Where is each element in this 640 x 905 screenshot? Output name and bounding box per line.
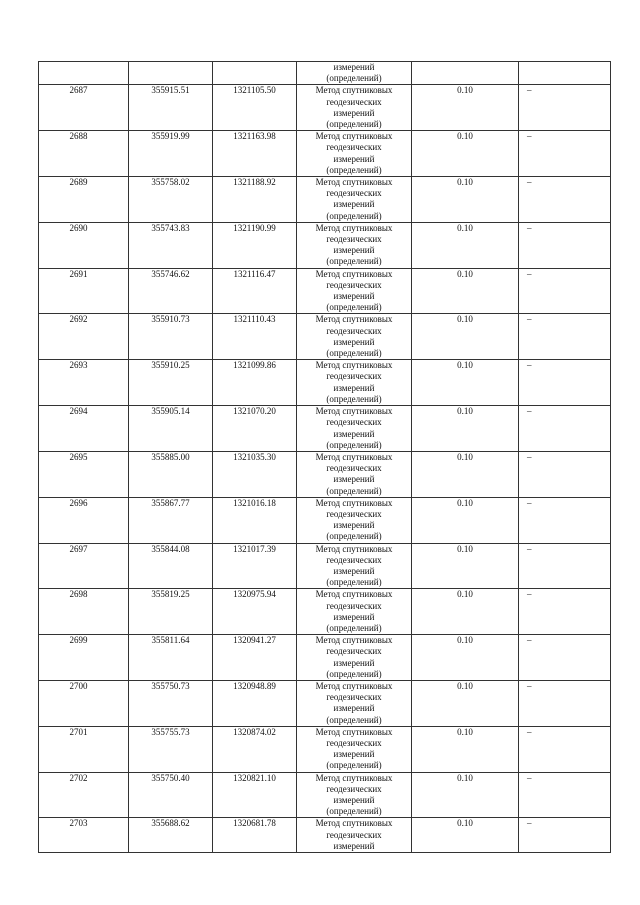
method-line: Метод спутниковых [315,314,393,325]
cell-point-number: 2698 [39,589,129,635]
cell-y: 1320821.10 [213,772,297,818]
method-line: (определений) [326,760,382,771]
method-line: Метод спутниковых [315,726,393,737]
cell-method [297,589,412,635]
method-line: (определений) [326,348,382,359]
method-line: (определений) [326,164,382,175]
cell-note: – [519,406,611,452]
method-line: (определений) [326,668,382,679]
cell-note: – [519,222,611,268]
cell-point-number: 2688 [39,131,129,177]
cell-x: 355750.40 [129,772,213,818]
method-line: геодезических [326,692,382,703]
cell-note: – [519,360,611,406]
cell-method [297,451,412,497]
method-line: геодезических [326,371,382,382]
cell-method [297,131,412,177]
method-line: (определений) [326,485,382,496]
method-line: геодезических [326,600,382,611]
method-line: измерений [333,153,375,164]
cell-point-number: 2695 [39,451,129,497]
cell-method [297,360,412,406]
table-row [39,131,611,177]
cell-method [297,62,412,85]
cell-accuracy: 0.10 [412,635,519,681]
cell-method [297,497,412,543]
cell-note: – [519,543,611,589]
cell-method [297,222,412,268]
cell-accuracy: 0.10 [412,680,519,726]
cell-point-number: 2694 [39,406,129,452]
cell-note [519,62,611,85]
cell-accuracy: 0.10 [412,85,519,131]
cell-x: 355688.62 [129,818,213,853]
method-line: измерений [333,520,375,531]
cell-accuracy [412,62,519,85]
cell-note: – [519,85,611,131]
cell-accuracy: 0.10 [412,451,519,497]
method-line: Метод спутниковых [315,680,393,691]
cell-accuracy: 0.10 [412,818,519,853]
cell-point-number: 2703 [39,818,129,853]
cell-method [297,635,412,681]
method-line: геодезических [326,829,382,840]
cell-x: 355758.02 [129,177,213,223]
method-line: измерений [333,840,375,851]
method-line: (определений) [326,531,382,542]
method-line: измерений [333,749,375,760]
method-line: Метод спутниковых [315,451,393,462]
cell-x: 355844.08 [129,543,213,589]
cell-point-number: 2696 [39,497,129,543]
method-line: измерений [333,657,375,668]
cell-y: 1320975.94 [213,589,297,635]
table-row [39,268,611,314]
method-line: (определений) [326,256,382,267]
cell-y: 1321163.98 [213,131,297,177]
cell-note: – [519,818,611,853]
method-line: геодезических [326,646,382,657]
method-line: Метод спутниковых [315,818,393,829]
cell-accuracy: 0.10 [412,268,519,314]
method-line: геодезических [326,554,382,565]
method-line: (определений) [326,806,382,817]
cell-y: 1321110.43 [213,314,297,360]
cell-point-number [39,62,129,85]
cell-note: – [519,314,611,360]
method-line: Метод спутниковых [315,85,393,96]
cell-x: 355910.73 [129,314,213,360]
cell-accuracy: 0.10 [412,131,519,177]
table-row [39,680,611,726]
table-row [39,85,611,131]
table-row [39,818,611,853]
table-row [39,726,611,772]
table-row [39,177,611,223]
cell-x: 355867.77 [129,497,213,543]
method-line: Метод спутниковых [315,635,393,646]
method-line: геодезических [326,96,382,107]
cell-y: 1321105.50 [213,85,297,131]
cell-note: – [519,451,611,497]
cell-note: – [519,131,611,177]
method-line: (определений) [326,577,382,588]
cell-y: 1321188.92 [213,177,297,223]
cell-note: – [519,635,611,681]
cell-y: 1321017.39 [213,543,297,589]
table-row [39,222,611,268]
cell-point-number: 2697 [39,543,129,589]
method-line: геодезических [326,188,382,199]
cell-accuracy: 0.10 [412,497,519,543]
table-row [39,314,611,360]
method-line: измерений [333,107,375,118]
cell-x: 355819.25 [129,589,213,635]
method-line: Метод спутниковых [315,177,393,188]
cell-x: 355746.62 [129,268,213,314]
cell-point-number: 2693 [39,360,129,406]
cell-point-number: 2691 [39,268,129,314]
method-line: Метод спутниковых [315,406,393,417]
table-row [39,360,611,406]
method-line: (определений) [326,210,382,221]
cell-y [213,62,297,85]
method-line: измерений [333,199,375,210]
cell-x: 355905.14 [129,406,213,452]
method-line: геодезических [326,417,382,428]
cell-x: 355915.51 [129,85,213,131]
cell-accuracy: 0.10 [412,177,519,223]
cell-accuracy: 0.10 [412,360,519,406]
table-row [39,635,611,681]
table-row [39,406,611,452]
cell-y: 1320874.02 [213,726,297,772]
cell-method [297,406,412,452]
cell-point-number: 2699 [39,635,129,681]
method-line: геодезических [326,279,382,290]
cell-accuracy: 0.10 [412,589,519,635]
cell-point-number: 2687 [39,85,129,131]
table-row [39,772,611,818]
cell-point-number: 2692 [39,314,129,360]
cell-point-number: 2700 [39,680,129,726]
cell-point-number: 2689 [39,177,129,223]
cell-y: 1321016.18 [213,497,297,543]
cell-note: – [519,177,611,223]
method-line: геодезических [326,508,382,519]
cell-method [297,314,412,360]
method-line: геодезических [326,142,382,153]
cell-note: – [519,772,611,818]
method-line: измерений [333,428,375,439]
cell-point-number: 2701 [39,726,129,772]
method-line: Метод спутниковых [315,268,393,279]
cell-y: 1321035.30 [213,451,297,497]
method-line: геодезических [326,234,382,245]
method-line: геодезических [326,737,382,748]
method-line: (определений) [326,393,382,404]
cell-y: 1321099.86 [213,360,297,406]
cell-x: 355743.83 [129,222,213,268]
coordinates-table [38,61,611,853]
table-row [39,497,611,543]
cell-y: 1321070.20 [213,406,297,452]
method-line: (определений) [326,73,382,84]
method-line: геодезических [326,463,382,474]
table-row [39,543,611,589]
cell-point-number: 2690 [39,222,129,268]
method-line: геодезических [326,783,382,794]
method-line: измерений [333,703,375,714]
cell-method [297,726,412,772]
method-line: измерений [333,611,375,622]
cell-method [297,772,412,818]
cell-x: 355919.99 [129,131,213,177]
method-line: Метод спутниковых [315,131,393,142]
method-line: геодезических [326,325,382,336]
table-row [39,451,611,497]
method-line: Метод спутниковых [315,222,393,233]
cell-point-number: 2702 [39,772,129,818]
cell-x: 355755.73 [129,726,213,772]
cell-x: 355885.00 [129,451,213,497]
method-line: измерений [333,795,375,805]
method-line: (определений) [326,714,382,725]
method-line: (определений) [326,119,382,130]
method-line: Метод спутниковых [315,589,393,600]
cell-y: 1320941.27 [213,635,297,681]
method-line: измерений [333,336,375,347]
method-line: (определений) [326,622,382,633]
cell-accuracy: 0.10 [412,772,519,818]
cell-method [297,543,412,589]
table-row [39,589,611,635]
cell-x [129,62,213,85]
table-row-continuation [39,62,611,85]
cell-note: – [519,726,611,772]
method-line: измерений [333,291,375,302]
cell-method [297,177,412,223]
method-line: Метод спутниковых [315,772,393,783]
cell-y: 1321190.99 [213,222,297,268]
cell-x: 355910.25 [129,360,213,406]
cell-method [297,268,412,314]
cell-accuracy: 0.10 [412,406,519,452]
method-line: измерений [333,245,375,256]
method-line: измерений [333,62,375,72]
cell-y: 1320681.78 [213,818,297,853]
cell-y: 1321116.47 [213,268,297,314]
method-line: измерений [333,382,375,393]
method-line: Метод спутниковых [315,497,393,508]
cell-method [297,680,412,726]
method-line: измерений [333,565,375,576]
method-line: (определений) [326,302,382,313]
method-line: Метод спутниковых [315,360,393,371]
method-line: (определений) [326,439,382,450]
cell-x: 355750.73 [129,680,213,726]
method-line: Метод спутниковых [315,543,393,554]
cell-method [297,818,412,853]
cell-accuracy: 0.10 [412,543,519,589]
cell-y: 1320948.89 [213,680,297,726]
cell-accuracy: 0.10 [412,222,519,268]
cell-method [297,85,412,131]
cell-note: – [519,497,611,543]
cell-accuracy: 0.10 [412,726,519,772]
method-line: измерений [333,474,375,485]
table-body [39,62,611,853]
cell-note: – [519,268,611,314]
cell-note: – [519,680,611,726]
cell-accuracy: 0.10 [412,314,519,360]
cell-x: 355811.64 [129,635,213,681]
cell-note: – [519,589,611,635]
